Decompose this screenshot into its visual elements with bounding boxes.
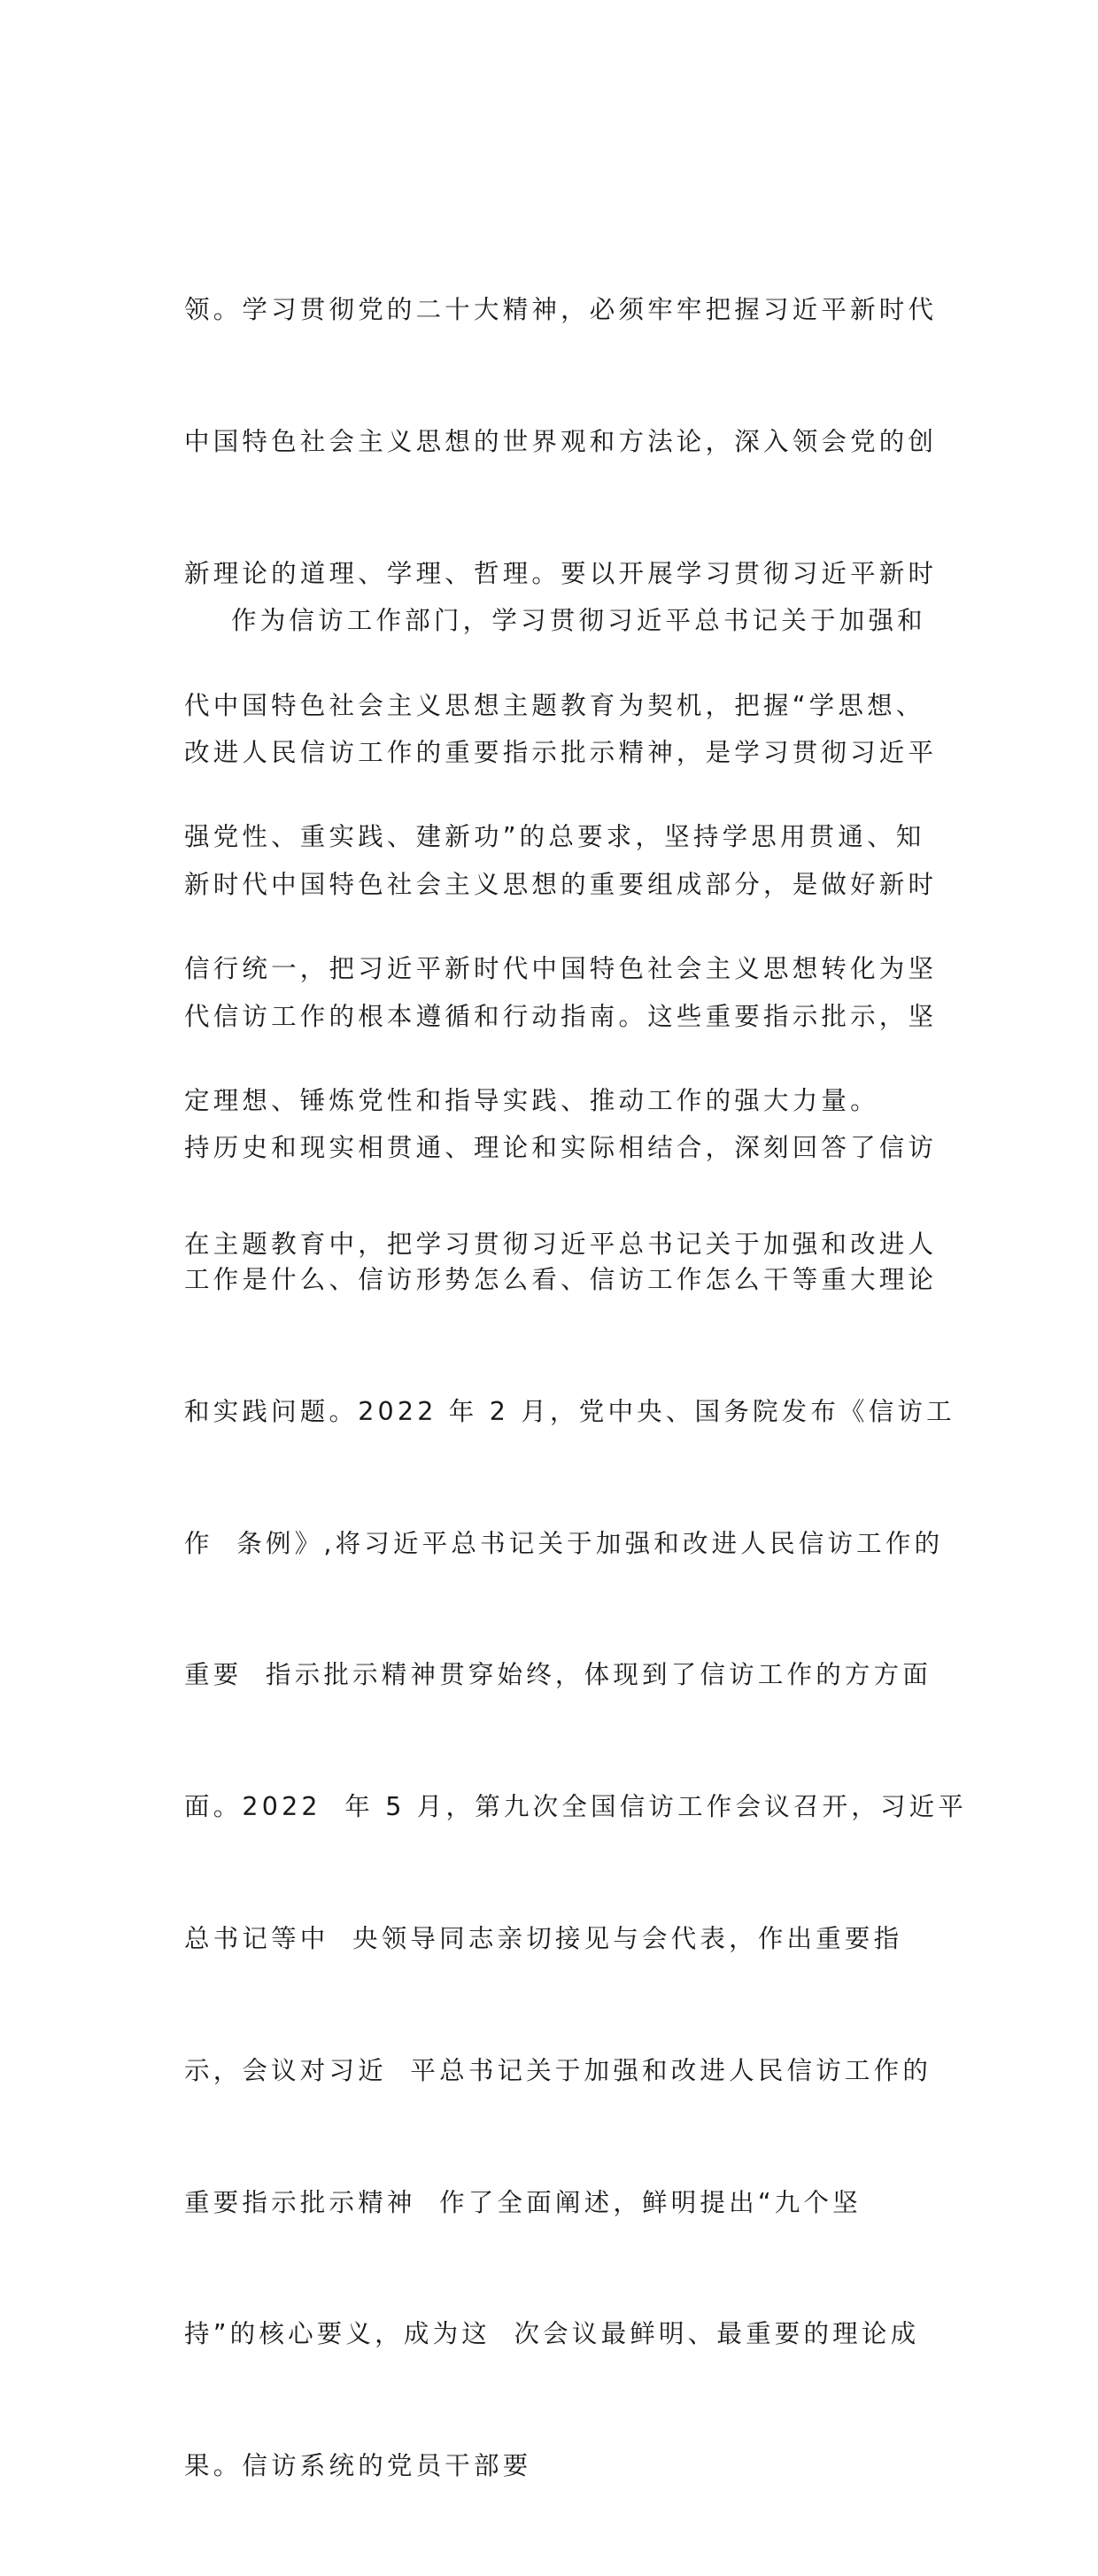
text-line: 改进人民信访工作的重要指示批示精神，是学习贯彻习近平 (184, 737, 938, 767)
text-line: 作为信访工作部门，学习贯彻习近平总书记关于加强和 (184, 606, 926, 636)
text-line: 工作是什么、信访形势怎么看、信访工作怎么干等重大理论 (184, 1265, 938, 1295)
text-line: 示，会议对习近 平总书记关于加强和改进人民信访工作的 (184, 2055, 932, 2085)
text-line: 定理想、锤炼党性和指导实践、推动工作的强大力量。 (184, 1085, 879, 1115)
text-line: 持”的核心要义，成为这 次会议最鲜明、最重要的理论成 (184, 2319, 920, 2349)
text-line: 代信访工作的根本遵循和行动指南。这些重要指示批示，坚 (184, 1001, 938, 1031)
text-line: 新时代中国特色社会主义思想的重要组成部分，是做好新时 (184, 869, 938, 899)
text-line: 在主题教育中，把学习贯彻习近平总书记关于加强和改进人 (184, 1230, 938, 1260)
text-line: 信行统一，把习近平新时代中国特色社会主义思想转化为坚 (184, 954, 938, 984)
text-line: 持历史和现实相贯通、理论和实际相结合，深刻回答了信访 (184, 1133, 938, 1163)
text-line: 新理论的道理、学理、哲理。要以开展学习贯彻习近平新时 (184, 558, 938, 588)
text-line: 面。2022 年 5 月，第九次全国信访工作会议召开，习近平 (184, 1792, 968, 1822)
text-line: 中国特色社会主义思想的世界观和方法论，深入领会党的创 (184, 426, 938, 456)
text-line: 代中国特色社会主义思想主题教育为契机，把握“学思想、 (184, 690, 925, 720)
paragraph-2 (184, 511, 968, 2576)
text-line: 领。学习贯彻党的二十大精神，必须牢牢把握习近平新时代 (184, 295, 938, 325)
text-line: 和实践问题。2022 年 2 月，党中央、国务院发布《信访工 (184, 1396, 955, 1426)
text-line: 重要 指示批示精神贯穿始终，体现到了信访工作的方方面 (184, 1660, 932, 1690)
text-line: 总书记等中 央领导同志亲切接见与会代表，作出重要指 (184, 1924, 903, 1953)
text-line: 重要指示批示精神 作了全面阐述，鲜明提出“九个坚 (184, 2187, 862, 2217)
text-line: 作 条例》,将习近平总书记关于加强和改进人民信访工作的 (184, 1528, 944, 1558)
paragraph-3 (184, 1135, 946, 1354)
text-line: 果。信访系统的党员干部要 (184, 2451, 532, 2481)
text-line: 强党性、重实践、建新功”的总要求，坚持学思用贯通、知 (184, 822, 925, 852)
